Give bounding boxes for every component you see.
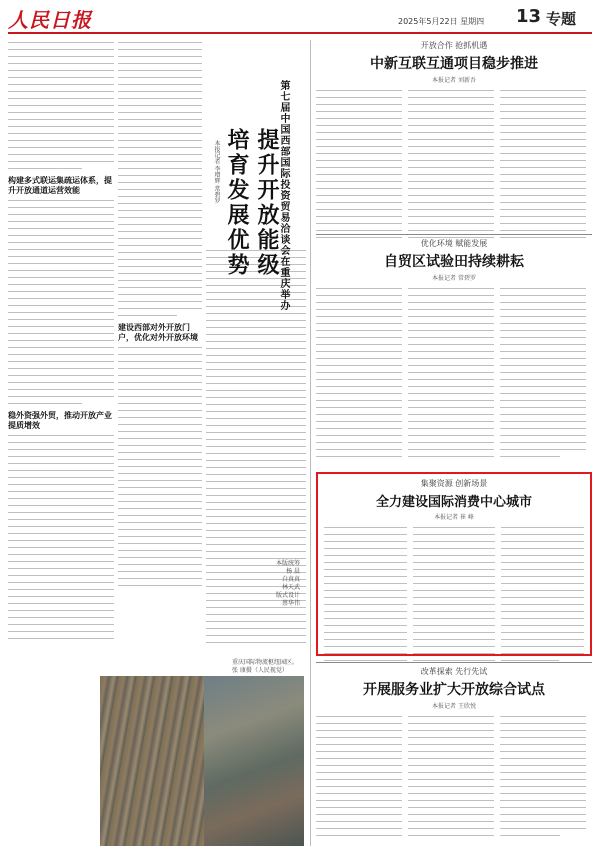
issue-date: 2025年5月22日 星期四 [398,17,485,26]
section-author: 本报记者 常碧罗 [432,275,476,282]
subhead-opening-gateway: 建设西部对外开放门户，优化对外开放环境 [118,322,198,342]
editor-line: 本版统筹 [275,560,300,567]
middle-left-column [118,42,202,672]
body-text-block [500,288,586,463]
feature-headline-1: 提升开放能级 [254,128,280,278]
section-divider [316,234,592,235]
body-text-block [324,527,407,667]
editor-line: 蔡华伟 [281,600,300,607]
body-text-block [500,90,586,240]
newspaper-logo: 人民日报 [8,8,92,32]
body-text-block [500,716,586,842]
section-title: 全力建设国际消费中心城市 [375,495,532,510]
body-text-block [118,42,202,316]
section-service-industry [316,666,592,846]
body-text-block [408,288,494,463]
body-text-block [118,347,202,586]
section-author: 本报记者 刘新吾 [432,77,476,84]
section-label: 集聚资源 创新场景 [420,479,488,488]
section-label: 开放合作 抢抓机遇 [420,41,488,50]
page-section-name: 专题 [546,10,577,28]
body-text-block [316,716,402,842]
subhead-foreign-trade: 稳外资强外贸，推动开放产业提质增效 [8,410,112,430]
logistics-photo-left [100,676,204,846]
highlighted-section-consumption-center [316,472,592,656]
section-label: 改革探索 先行先试 [420,667,488,676]
body-text-block [8,42,114,169]
section-title: 开展服务业扩大开放综合试点 [363,682,545,698]
body-text-block [316,288,402,463]
body-text-block [413,527,496,667]
left-column [8,42,114,842]
body-text-block [8,200,114,404]
feature-headline-2: 培育发展优势 [224,128,250,278]
editor-credits [256,560,300,608]
editor-line: 白真真 [281,576,300,583]
body-text-block [501,527,584,667]
masthead [8,4,592,34]
section-title: 自贸区试验田持续耕耘 [384,254,524,270]
editor-line: 杨 晨 [286,568,300,575]
feature-author: 本报记者 李增辉 常碧罗 [213,140,220,204]
body-text-block [316,90,402,240]
subhead-logistics: 构建多式联运集疏运体系，提升开放通道运营效能 [8,175,112,195]
editor-line: 林天武 [281,584,300,591]
editor-line: 版式设计 [275,592,300,599]
section-cooperation [316,40,592,240]
section-author: 本报记者 王欣悦 [432,703,476,710]
section-free-trade-zone [316,238,592,466]
body-text-block [408,90,494,240]
feature-kicker: 第七届中国西部国际投资贸易洽谈会在重庆举办 [278,80,289,311]
section-author: 本报记者 崔 峰 [434,514,474,521]
photo-caption: 重庆国际物流枢纽园区。 张 康摄（人民视觉） [232,659,299,674]
section-divider [316,662,592,663]
page-number: 13 [516,6,542,27]
section-label: 优化环境 赋能发展 [420,239,488,248]
body-text-block [408,716,494,842]
section-title: 中新互联互通项目稳步推进 [370,56,538,72]
column-divider [310,40,311,846]
logistics-photo-right [204,676,304,846]
body-text-block [8,435,114,639]
